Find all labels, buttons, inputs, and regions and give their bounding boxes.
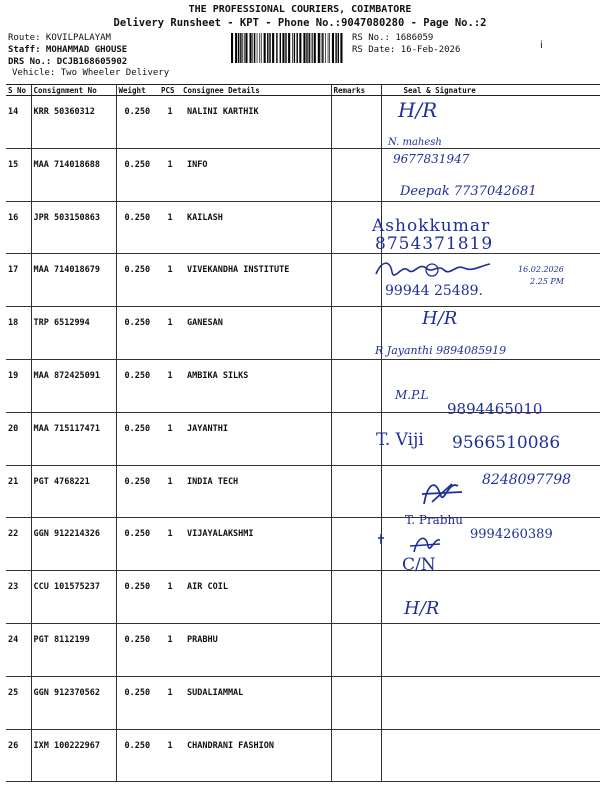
barcode-bar — [261, 33, 262, 63]
col-sno: S No — [6, 85, 31, 96]
barcode-bar — [325, 33, 326, 63]
col-remarks: Remarks — [331, 85, 381, 96]
row-consignee: JAYANTHI — [181, 412, 331, 465]
table-row — [6, 307, 600, 360]
row-remarks — [331, 465, 381, 518]
barcode-bar — [245, 33, 247, 63]
signature-15-phone: 9677831947 — [393, 152, 470, 166]
rs-number: RS No.: 1686059 — [352, 33, 434, 43]
col-consignee: Consignee Details — [181, 85, 331, 96]
row-consignee: AMBIKA SILKS — [181, 359, 331, 412]
row-consignment-no: GGN 912214326 — [31, 518, 116, 571]
barcode-bar — [288, 33, 290, 63]
row-weight: 0.250 — [116, 729, 159, 782]
col-signature: Seal & Signature — [381, 85, 600, 96]
barcode-bar — [276, 33, 277, 63]
barcode-bar — [321, 33, 322, 63]
barcode-bar — [264, 33, 266, 63]
barcode-bar — [332, 33, 334, 63]
barcode-bar — [231, 33, 233, 63]
barcode-bar — [338, 33, 339, 63]
row-pcs: 1 — [159, 148, 181, 201]
row-consignment-no: PGT 8112199 — [31, 623, 116, 676]
row-sno: 20 — [6, 412, 31, 465]
row-pcs: 1 — [159, 96, 181, 149]
row-weight: 0.250 — [116, 307, 159, 360]
row-weight: 0.250 — [116, 571, 159, 624]
row-pcs: 1 — [159, 571, 181, 624]
signature-22-name: T. Viji — [376, 430, 424, 450]
row-weight: 0.250 — [116, 676, 159, 729]
row-remarks — [331, 623, 381, 676]
row-sno: 17 — [6, 254, 31, 307]
signature-24-name: T. Prabhu — [405, 513, 463, 527]
table-row — [6, 571, 600, 624]
row-pcs: 1 — [159, 307, 181, 360]
row-pcs: 1 — [159, 359, 181, 412]
table-row — [6, 623, 600, 676]
barcode-bar — [280, 33, 281, 63]
row-consignment-no: KRR 50360312 — [31, 96, 116, 149]
row-consignee: KAILASH — [181, 201, 331, 254]
row-remarks — [331, 412, 381, 465]
barcode-bar — [340, 33, 342, 63]
row-remarks — [331, 96, 381, 149]
signature-23-phone: 8248097798 — [482, 472, 572, 488]
row-remarks — [331, 571, 381, 624]
table-row — [6, 201, 600, 254]
row-consignment-no: PGT 4768221 — [31, 465, 116, 518]
barcode-bar — [303, 33, 305, 63]
rs-date: RS Date: 16-Feb-2026 — [352, 45, 461, 55]
row-consignment-no: CCU 101575237 — [31, 571, 116, 624]
row-signature-cell — [381, 623, 600, 676]
barcode-bar — [306, 33, 307, 63]
barcode-bar — [244, 33, 245, 63]
signature-18-phone: 99944 25489. — [385, 283, 483, 299]
row-sno: 25 — [6, 676, 31, 729]
barcode-bar — [309, 33, 310, 63]
row-weight: 0.250 — [116, 96, 159, 149]
row-sno: 14 — [6, 96, 31, 149]
barcode-bar — [322, 33, 323, 63]
barcode-bar — [235, 33, 237, 63]
barcode — [230, 33, 346, 63]
vehicle-label: Vehicle: Two Wheeler Delivery — [12, 68, 170, 78]
row-pcs: 1 — [159, 412, 181, 465]
row-weight: 0.250 — [116, 412, 159, 465]
row-pcs: 1 — [159, 254, 181, 307]
barcode-bar — [240, 33, 241, 63]
row-consignee: INFO — [181, 148, 331, 201]
row-pcs: 1 — [159, 518, 181, 571]
signature-17-name: Ashokkumar — [372, 216, 491, 236]
row-sno: 22 — [6, 518, 31, 571]
row-signature-cell — [381, 729, 600, 782]
row-pcs: 1 — [159, 729, 181, 782]
row-weight: 0.250 — [116, 359, 159, 412]
row-consignee: PRABHU — [181, 623, 331, 676]
runsheet-title: Delivery Runsheet - KPT - Phone No.:9047080280 - Page No.:2 — [113, 17, 487, 29]
barcode-bar — [250, 33, 252, 63]
row-sno: 16 — [6, 201, 31, 254]
drs-label: DRS No.: DCJB168605902 — [8, 57, 128, 67]
row-weight: 0.250 — [116, 254, 159, 307]
signature-15-name: N. mahesh — [388, 137, 442, 148]
table-row — [6, 729, 600, 782]
row-weight: 0.250 — [116, 201, 159, 254]
signature-19: H/R — [422, 308, 458, 329]
row-signature-cell — [381, 676, 600, 729]
row-weight: 0.250 — [116, 465, 159, 518]
barcode-bar — [252, 33, 253, 63]
table-row — [6, 676, 600, 729]
row-sno: 19 — [6, 359, 31, 412]
row-consignee: GANESAN — [181, 307, 331, 360]
row-pcs: 1 — [159, 465, 181, 518]
signature-18-scrawl — [372, 258, 502, 286]
row-consignee: NALINI KARTHIK — [181, 96, 331, 149]
row-remarks — [331, 676, 381, 729]
row-remarks — [331, 359, 381, 412]
table-row — [6, 96, 600, 149]
signature-18-time: 2.25 PM — [530, 277, 564, 286]
signature-24-phone: 9994260389 — [470, 527, 553, 542]
barcode-bar — [328, 33, 329, 63]
barcode-bar — [257, 33, 258, 63]
barcode-bar — [294, 33, 295, 63]
row-remarks — [331, 729, 381, 782]
col-pcs: PCS — [159, 85, 181, 96]
row-weight: 0.250 — [116, 623, 159, 676]
barcode-bar — [282, 33, 284, 63]
row-sno: 15 — [6, 148, 31, 201]
row-consignment-no: TRP 6512994 — [31, 307, 116, 360]
barcode-bar — [238, 33, 239, 63]
row-sno: 26 — [6, 729, 31, 782]
row-consignment-no: IXM 100222967 — [31, 729, 116, 782]
barcode-bar — [254, 33, 255, 63]
col-weight: Weight — [116, 85, 159, 96]
barcode-bar — [312, 33, 313, 63]
signature-17-phone: 8754371819 — [375, 234, 494, 254]
row-consignment-no: MAA 714018688 — [31, 148, 116, 201]
row-remarks — [331, 307, 381, 360]
row-weight: 0.250 — [116, 518, 159, 571]
barcode-bar — [318, 33, 320, 63]
barcode-bar — [259, 33, 260, 63]
signature-16: Deepak 7737042681 — [400, 184, 537, 199]
row-pcs: 1 — [159, 201, 181, 254]
barcode-bar — [272, 33, 274, 63]
barcode-bar — [285, 33, 286, 63]
signature-18-date: 16.02.2026 — [518, 265, 564, 274]
row-sno: 23 — [6, 571, 31, 624]
row-consignment-no: MAA 714018679 — [31, 254, 116, 307]
row-remarks — [331, 148, 381, 201]
staff-label: Staff: MOHAMMAD GHOUSE — [8, 45, 128, 55]
row-sno: 24 — [6, 623, 31, 676]
barcode-bar — [242, 33, 243, 63]
row-consignment-no: MAA 872425091 — [31, 359, 116, 412]
table-row — [6, 518, 600, 571]
row-consignee: CHANDRANI FASHION — [181, 729, 331, 782]
row-consignee: VIVEKANDHA INSTITUTE — [181, 254, 331, 307]
signature-26: H/R — [404, 598, 440, 619]
row-consignee: VIJAYALAKSHMI — [181, 518, 331, 571]
row-pcs: 1 — [159, 676, 181, 729]
row-consignment-no: GGN 912370562 — [31, 676, 116, 729]
table-row — [6, 254, 600, 307]
col-consignment: Consignment No — [31, 85, 116, 96]
signature-21-phone: 9894465010 — [447, 400, 543, 418]
barcode-bar — [311, 33, 312, 63]
row-consignment-no: MAA 715117471 — [31, 412, 116, 465]
row-consignee: AIR COIL — [181, 571, 331, 624]
signature-14: H/R — [398, 98, 438, 122]
corner-mark: ⅰ — [540, 40, 543, 51]
signature-24-scrawl — [374, 530, 444, 556]
signature-22-phone: 9566510086 — [452, 433, 561, 453]
signature-25: C/N — [402, 555, 436, 575]
row-consignment-no: JPR 503150863 — [31, 201, 116, 254]
row-sno: 18 — [6, 307, 31, 360]
barcode-bar — [267, 33, 268, 63]
company-title: THE PROFESSIONAL COURIERS, COIMBATORE — [188, 4, 412, 15]
signature-20: R Jayanthi 9894085919 — [375, 344, 507, 357]
route-label: Route: KOVILPALAYAM — [8, 33, 111, 43]
row-weight: 0.250 — [116, 148, 159, 201]
row-sno: 21 — [6, 465, 31, 518]
row-consignee: INDIA TECH — [181, 465, 331, 518]
barcode-bar — [299, 33, 301, 63]
table-header-row — [6, 85, 600, 96]
signature-21-name: M.P.L — [395, 388, 429, 402]
barcode-bar — [329, 33, 330, 63]
row-consignee: SUDALIAMMAL — [181, 676, 331, 729]
signature-23-scrawl — [418, 476, 468, 510]
barcode-bar — [297, 33, 298, 63]
barcode-bar — [335, 33, 336, 63]
barcode-bar — [314, 33, 316, 63]
barcode-bar — [269, 33, 270, 63]
barcode-bar — [292, 33, 293, 63]
row-pcs: 1 — [159, 623, 181, 676]
